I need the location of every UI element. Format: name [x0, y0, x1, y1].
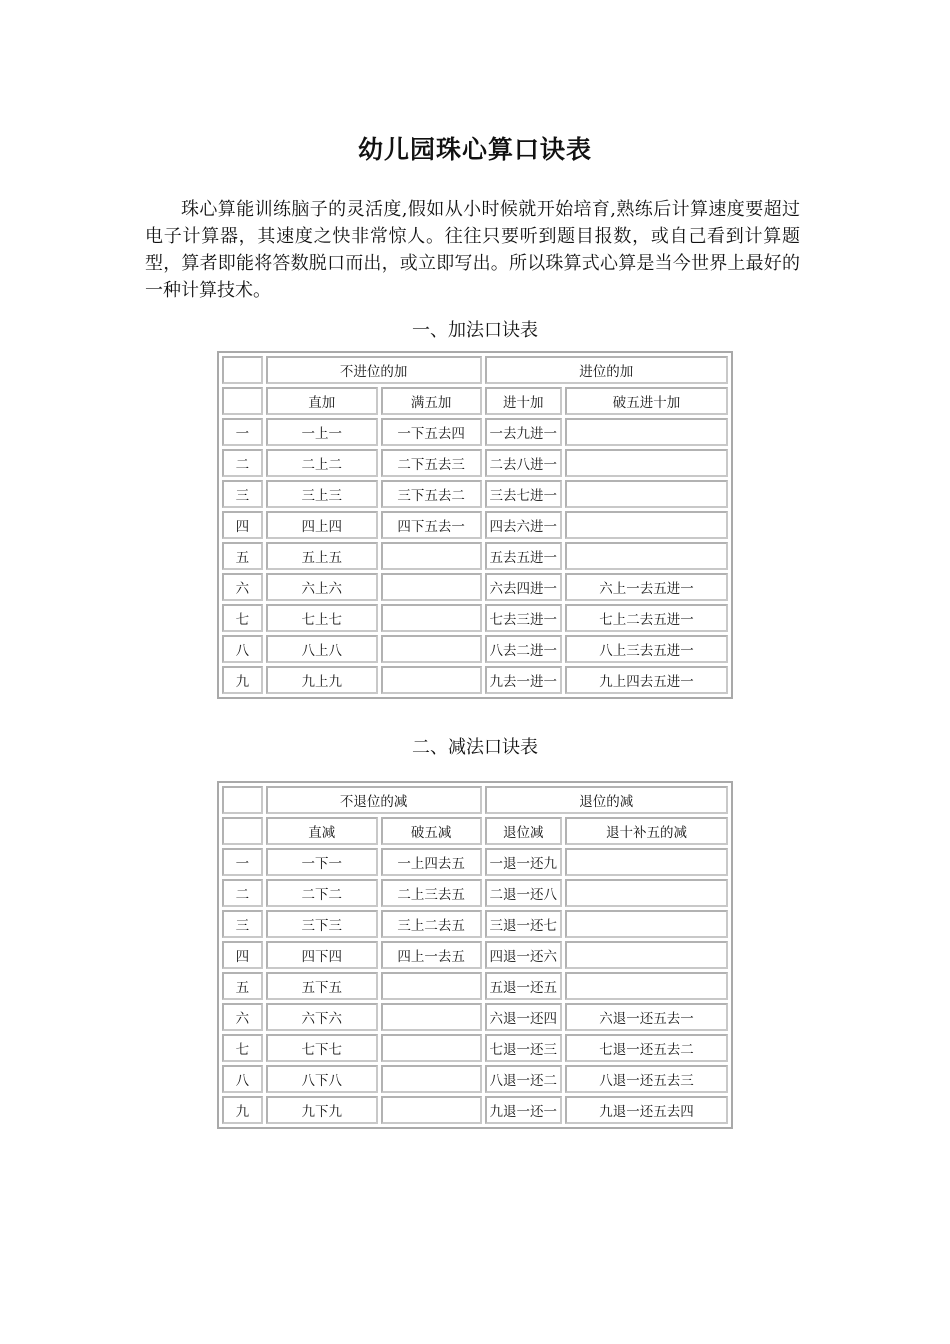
row-label-cell: 一: [222, 418, 263, 446]
table-cell: 四下五去一: [381, 511, 482, 539]
table-cell: 五上五: [266, 542, 378, 570]
table-cell: 六下六: [266, 1003, 378, 1031]
table-row: [222, 573, 728, 601]
table-cell: 二上二: [266, 449, 378, 477]
table-cell: 八去二进一: [485, 635, 562, 663]
group-header-cell: 进位的加: [485, 356, 728, 384]
row-label-cell: 三: [222, 480, 263, 508]
column-header-cell: 直加: [266, 387, 378, 415]
subtraction-table: [217, 781, 733, 1129]
table-cell: 三上二去五: [381, 910, 482, 938]
table-cell: 三下五去二: [381, 480, 482, 508]
column-header-cell: 退十补五的减: [565, 817, 728, 845]
table-row: [222, 480, 728, 508]
table-cell: 二下二: [266, 879, 378, 907]
table-cell: 一上一: [266, 418, 378, 446]
table-cell: 四下四: [266, 941, 378, 969]
table-cell: 七退一还五去二: [565, 1034, 728, 1062]
table-cell: 一退一还九: [485, 848, 562, 876]
table-cell: 三去七进一: [485, 480, 562, 508]
row-label-cell: 二: [222, 879, 263, 907]
table-cell: 五下五: [266, 972, 378, 1000]
corner-cell: [222, 387, 263, 415]
row-label-cell: 四: [222, 941, 263, 969]
addition-table: [217, 351, 733, 699]
table-cell: 四退一还六: [485, 941, 562, 969]
table-row: [222, 418, 728, 446]
column-header-cell: 直减: [266, 817, 378, 845]
table-cell: [565, 418, 728, 446]
table-cell: 九退一还五去四: [565, 1096, 728, 1124]
sub-header-row: [222, 387, 728, 415]
table-cell: [381, 972, 482, 1000]
group-header-row: [222, 356, 728, 384]
table-row: [222, 879, 728, 907]
row-label-cell: 六: [222, 573, 263, 601]
table-row: [222, 910, 728, 938]
row-label-cell: 三: [222, 910, 263, 938]
table-cell: 六去四进一: [485, 573, 562, 601]
table-cell: [565, 542, 728, 570]
table-cell: [565, 848, 728, 876]
table-cell: 三上三: [266, 480, 378, 508]
corner-cell: [222, 356, 263, 384]
column-header-cell: 破五减: [381, 817, 482, 845]
table-cell: 七去三进一: [485, 604, 562, 632]
table-cell: 一下一: [266, 848, 378, 876]
table-cell: 三下三: [266, 910, 378, 938]
table-cell: 一去九进一: [485, 418, 562, 446]
corner-cell: [222, 786, 263, 814]
table-cell: 六上六: [266, 573, 378, 601]
table-row: [222, 972, 728, 1000]
column-header-cell: 破五进十加: [565, 387, 728, 415]
table-cell: 六退一还五去一: [565, 1003, 728, 1031]
table-cell: 八上三去五进一: [565, 635, 728, 663]
row-label-cell: 五: [222, 542, 263, 570]
table-cell: 七下七: [266, 1034, 378, 1062]
table-cell: 八退一还五去三: [565, 1065, 728, 1093]
row-label-cell: 二: [222, 449, 263, 477]
table-cell: 二退一还八: [485, 879, 562, 907]
table-cell: [381, 666, 482, 694]
subtraction-table-heading: 二、减法口诀表: [412, 737, 538, 758]
table-cell: [565, 480, 728, 508]
table-row: [222, 511, 728, 539]
row-label-cell: 六: [222, 1003, 263, 1031]
table-cell: 九上四去五进一: [565, 666, 728, 694]
table-row: [222, 635, 728, 663]
table-cell: 九退一还一: [485, 1096, 562, 1124]
table-row: [222, 1096, 728, 1124]
row-label-cell: 九: [222, 1096, 263, 1124]
table-cell: 二去八进一: [485, 449, 562, 477]
group-header-cell: 不退位的减: [266, 786, 482, 814]
table-cell: 五去五进一: [485, 542, 562, 570]
table-cell: 九上九: [266, 666, 378, 694]
table-row: [222, 1003, 728, 1031]
table-row: [222, 604, 728, 632]
sub-header-row: [222, 817, 728, 845]
table-row: [222, 666, 728, 694]
table-cell: [565, 449, 728, 477]
row-label-cell: 五: [222, 972, 263, 1000]
table-cell: [565, 879, 728, 907]
column-header-cell: 进十加: [485, 387, 562, 415]
table-cell: 七上二去五进一: [565, 604, 728, 632]
table-cell: [381, 1034, 482, 1062]
table-cell: 一下五去四: [381, 418, 482, 446]
table-cell: 六上一去五进一: [565, 573, 728, 601]
addition-table-heading: 一、加法口诀表: [412, 320, 538, 341]
table-cell: [381, 635, 482, 663]
row-label-cell: 九: [222, 666, 263, 694]
table-cell: [381, 573, 482, 601]
table-cell: 四上四: [266, 511, 378, 539]
table-cell: [381, 1096, 482, 1124]
table-cell: [565, 941, 728, 969]
table-cell: 九去一进一: [485, 666, 562, 694]
row-label-cell: 四: [222, 511, 263, 539]
table-cell: 四上一去五: [381, 941, 482, 969]
group-header-cell: 不进位的加: [266, 356, 482, 384]
table-cell: 三退一还七: [485, 910, 562, 938]
table-row: [222, 941, 728, 969]
row-label-cell: 七: [222, 1034, 263, 1062]
table-cell: 五退一还五: [485, 972, 562, 1000]
row-label-cell: 一: [222, 848, 263, 876]
table-cell: 八上八: [266, 635, 378, 663]
table-row: [222, 1065, 728, 1093]
table-cell: 二下五去三: [381, 449, 482, 477]
table-row: [222, 848, 728, 876]
group-header-row: [222, 786, 728, 814]
table-cell: 七上七: [266, 604, 378, 632]
table-cell: 二上三去五: [381, 879, 482, 907]
table-cell: 一上四去五: [381, 848, 482, 876]
table-cell: 九下九: [266, 1096, 378, 1124]
table-cell: [381, 1065, 482, 1093]
table-cell: [381, 542, 482, 570]
table-cell: [565, 972, 728, 1000]
table-cell: 八下八: [266, 1065, 378, 1093]
table-cell: [565, 910, 728, 938]
table-cell: 四去六进一: [485, 511, 562, 539]
table-cell: [381, 1003, 482, 1031]
table-cell: [565, 511, 728, 539]
row-label-cell: 八: [222, 1065, 263, 1093]
table-row: [222, 542, 728, 570]
group-header-cell: 退位的减: [485, 786, 728, 814]
row-label-cell: 七: [222, 604, 263, 632]
intro-paragraph: 珠心算能训练脑子的灵活度,假如从小时候就开始培育,熟练后计算速度要超过电子计算器，其速度之快非常惊人。往往只要听到题目报数，或自己看到计算题型，算者即能将答数脱口而出，或立即写出。所以珠算式心算是当今世界上最好的一种计算技术。: [145, 199, 800, 301]
corner-cell: [222, 817, 263, 845]
table-cell: 七退一还三: [485, 1034, 562, 1062]
table-cell: [381, 604, 482, 632]
table-row: [222, 1034, 728, 1062]
page-title: 幼儿园珠心算口诀表: [357, 135, 592, 164]
column-header-cell: 退位减: [485, 817, 562, 845]
table-cell: 六退一还四: [485, 1003, 562, 1031]
row-label-cell: 八: [222, 635, 263, 663]
table-cell: 八退一还二: [485, 1065, 562, 1093]
column-header-cell: 满五加: [381, 387, 482, 415]
table-row: [222, 449, 728, 477]
